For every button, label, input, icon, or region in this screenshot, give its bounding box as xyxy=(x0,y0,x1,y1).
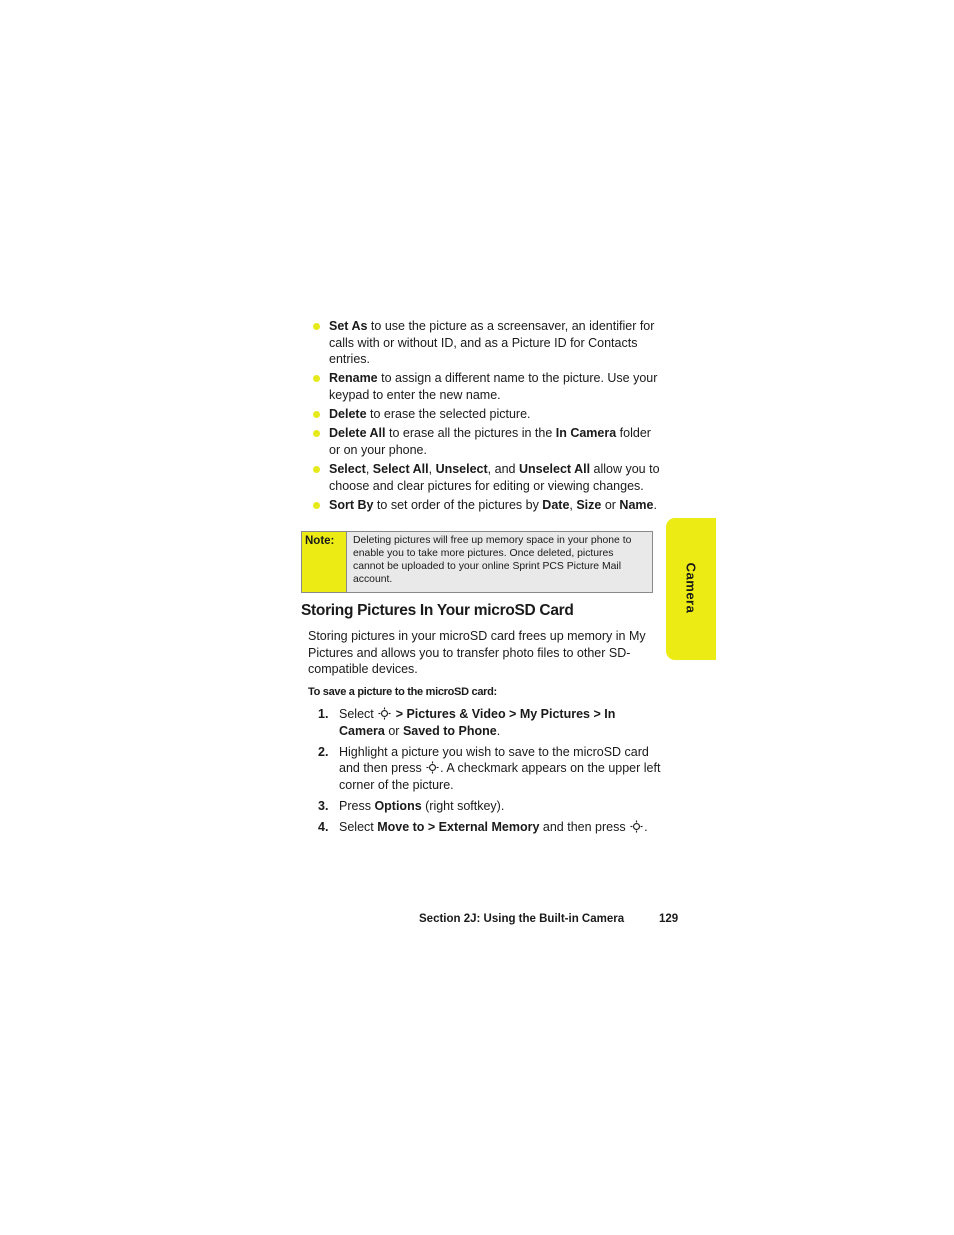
bold-term: Unselect All xyxy=(518,462,591,477)
note-box xyxy=(301,531,653,593)
text-run: Highlight a picture you wish to save to the microSD card and then press xyxy=(339,744,649,776)
text-run: (right softkey). xyxy=(421,798,505,813)
bold-term: Select xyxy=(329,462,366,477)
note-label: Note: xyxy=(302,532,347,592)
list-item xyxy=(312,370,662,403)
list-item xyxy=(312,406,662,423)
text-run: to assign a different name to the picture. Use your keypad to enter the new name. xyxy=(329,371,658,402)
text-run: to use the picture as a screensaver, an identifier for calls with or without ID, and as a Picture ID for Contacts entries. xyxy=(329,319,655,367)
bullet-dot-icon xyxy=(313,375,320,382)
procedure-title: To save a picture to the microSD card: xyxy=(308,686,497,698)
chapter-tab-label: Camera xyxy=(683,562,699,614)
bold-term: Saved to Phone xyxy=(402,723,497,738)
step-number: 2. xyxy=(318,744,329,759)
list-item xyxy=(312,425,662,458)
intro-paragraph: Storing pictures in your microSD card frees up memory in My Pictures and allows you to transfer photo files to other SD-compatible devices. xyxy=(308,629,646,677)
text-run: , xyxy=(365,462,373,477)
text-run: Select xyxy=(339,707,378,721)
step-list xyxy=(318,706,663,840)
step-item xyxy=(318,819,663,836)
bold-term: Unselect xyxy=(435,462,488,477)
text-run: Select xyxy=(339,819,378,834)
text-run: . xyxy=(644,819,648,834)
bold-term: Options xyxy=(374,798,422,813)
bold-term: Name xyxy=(619,497,654,512)
text-run: or xyxy=(601,497,620,512)
chapter-tab xyxy=(666,518,716,660)
bold-term: Rename xyxy=(329,371,378,386)
nav-key-icon xyxy=(426,761,439,774)
step-item xyxy=(318,706,663,739)
bold-term: Move to > External Memory xyxy=(377,819,540,834)
bold-term: Delete All xyxy=(329,426,386,441)
step-number: 1. xyxy=(318,707,329,721)
footer-section-title: Section 2J: Using the Built-in Camera xyxy=(419,913,625,925)
note-text: Deleting pictures will free up memory space in your phone to enable you to take more pictures. Once deleted, pictures cannot be uploaded to your online Sprint PCS Picture Mail account. xyxy=(347,532,652,592)
text-run: . xyxy=(653,497,657,512)
list-item xyxy=(312,318,662,368)
bold-term: Sort By xyxy=(329,497,374,512)
step-item xyxy=(318,744,663,794)
nav-key-icon xyxy=(378,707,391,720)
bold-term: > Pictures & Video > My Pictures > In Camera xyxy=(339,707,616,738)
step-number: 4. xyxy=(318,819,329,834)
list-item xyxy=(312,497,662,514)
bullet-dot-icon xyxy=(313,430,320,437)
text-run: , and xyxy=(487,462,519,477)
bullet-dot-icon xyxy=(313,502,320,509)
text-run: . A checkmark appears on the upper left corner of the picture. xyxy=(339,761,661,792)
text-run: . xyxy=(496,723,501,738)
bullet-dot-icon xyxy=(313,411,320,418)
text-run: folder or on your phone. xyxy=(329,426,651,457)
section-heading: Storing Pictures In Your microSD Card xyxy=(301,602,574,619)
bold-term: Set As xyxy=(329,319,368,333)
text-run: to erase the selected picture. xyxy=(366,407,531,422)
text-run: , xyxy=(428,462,436,477)
list-item xyxy=(312,461,662,494)
step-number: 3. xyxy=(318,798,329,813)
bold-term: Select All xyxy=(372,462,429,477)
bullet-dot-icon xyxy=(313,466,320,473)
bold-term: Size xyxy=(576,497,602,512)
bold-term: In Camera xyxy=(555,426,617,441)
option-list xyxy=(312,318,662,516)
step-item xyxy=(318,798,663,815)
text-run: , xyxy=(569,497,577,512)
text-run: Press xyxy=(339,798,375,813)
bullet-dot-icon xyxy=(313,323,320,330)
bold-term: Date xyxy=(542,497,570,512)
bold-term: Delete xyxy=(329,407,367,422)
text-run: to set order of the pictures by xyxy=(373,497,543,512)
page-number: 129 xyxy=(659,913,679,925)
text-run: allow you to choose and clear pictures for editing or viewing changes. xyxy=(329,462,660,493)
nav-key-icon xyxy=(630,820,643,833)
text-run: to erase all the pictures in the xyxy=(385,426,556,441)
text-run: or xyxy=(384,723,403,738)
text-run: and then press xyxy=(539,819,630,834)
